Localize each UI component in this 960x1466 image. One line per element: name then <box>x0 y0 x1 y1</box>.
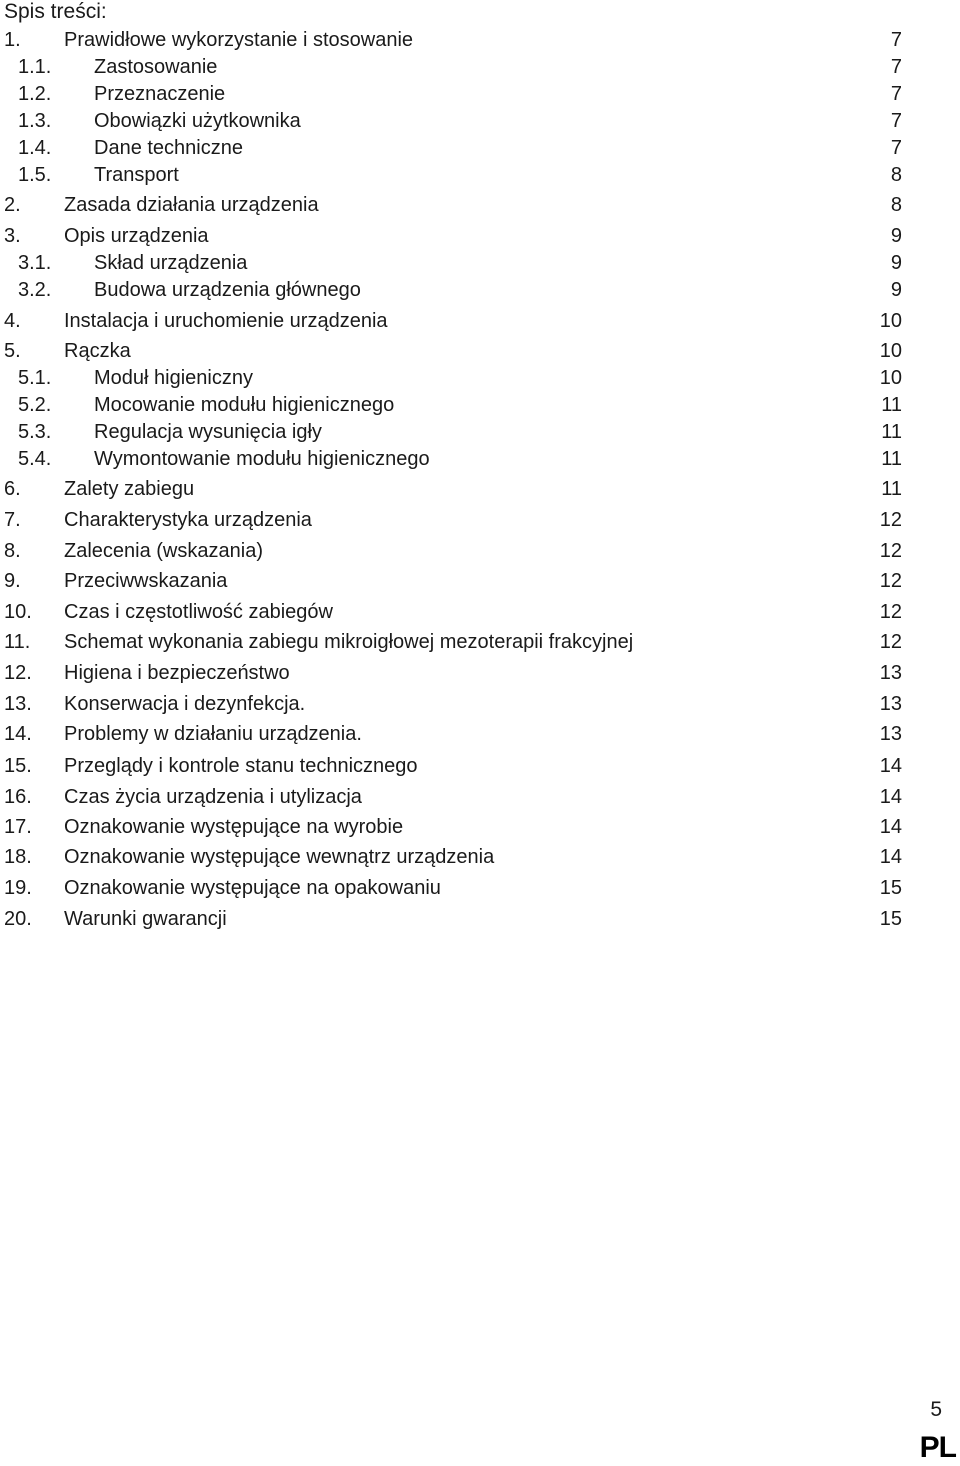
toc-entry-title: Rączka <box>64 340 131 362</box>
toc-entry-title: Czas życia urządzenia i utylizacja <box>64 786 362 808</box>
toc-entry-number: 12. <box>4 662 32 684</box>
toc-entry-page: 12 <box>879 570 902 592</box>
toc-entry-page: 7 <box>890 137 902 159</box>
toc-entry-page: 7 <box>890 110 902 132</box>
toc-entry-number: 13. <box>4 693 32 715</box>
toc-entry-title: Opis urządzenia <box>64 225 209 247</box>
toc-entry-page: 12 <box>879 631 902 653</box>
toc-entry-number: 8. <box>4 540 21 562</box>
toc-entry <box>0 690 960 718</box>
toc-entry-title: Oznakowanie występujące na opakowaniu <box>64 877 441 899</box>
toc-entry-title: Mocowanie modułu higienicznego <box>94 394 395 416</box>
toc-entry-page: 15 <box>879 908 902 930</box>
toc-entry <box>0 843 960 871</box>
toc-entry-number: 7. <box>4 509 21 531</box>
toc-entry <box>0 783 960 811</box>
toc-entry-page: 9 <box>890 252 902 274</box>
toc-entry-number: 3.1. <box>18 252 52 274</box>
toc-entry-number: 11. <box>4 631 31 653</box>
toc-entry <box>0 53 960 81</box>
toc-entry-number: 1.1. <box>18 56 52 78</box>
toc-entry <box>0 391 960 419</box>
toc-entry <box>0 222 960 250</box>
toc-entry <box>0 134 960 162</box>
toc-entry-number: 9. <box>4 570 21 592</box>
toc-entry-page: 12 <box>879 601 902 623</box>
toc-entry <box>0 107 960 135</box>
toc-entry <box>0 598 960 626</box>
toc-entry-title: Prawidłowe wykorzystanie i stosowanie <box>64 29 414 51</box>
toc-entry-number: 3. <box>4 225 21 247</box>
toc-entry-page: 11 <box>881 478 902 500</box>
toc-entry <box>0 307 960 335</box>
toc-entry-title: Zalecenia (wskazania) <box>64 540 263 562</box>
toc-entry-page: 11 <box>881 448 902 470</box>
toc-entry-number: 16. <box>4 786 32 808</box>
toc-entry-number: 1.3. <box>18 110 52 132</box>
toc-entry-title: Zalety zabiegu <box>64 478 195 500</box>
toc-entry-number: 15. <box>4 755 32 777</box>
toc-entry-title: Obowiązki użytkownika <box>94 110 301 132</box>
toc-entry-title: Schemat wykonania zabiegu mikroigłowej mezoterapii frakcyjnej <box>64 631 634 653</box>
toc-entry-title: Przeglądy i kontrole stanu technicznego <box>64 755 418 777</box>
toc-entry-number: 1.5. <box>18 164 52 186</box>
toc-entry-number: 3.2. <box>18 279 52 301</box>
toc-entry-title: Zastosowanie <box>94 56 218 78</box>
toc-entry <box>0 161 960 189</box>
toc-entry-number: 4. <box>4 310 21 332</box>
toc-entry-title: Zasada działania urządzenia <box>64 194 319 216</box>
toc-entry <box>0 659 960 687</box>
toc-entry-page: 13 <box>879 693 902 715</box>
toc-title: Spis treści: <box>4 0 107 23</box>
toc-entry-title: Przeciwwskazania <box>64 570 228 592</box>
toc-entry-page: 15 <box>879 877 902 899</box>
toc-entry-title: Warunki gwarancji <box>64 908 227 930</box>
toc-entry-number: 10. <box>4 601 32 623</box>
toc-entry-page: 9 <box>890 279 902 301</box>
toc-entry-title: Oznakowanie występujące na wyrobie <box>64 816 404 838</box>
toc-entry-number: 5.2. <box>18 394 52 416</box>
toc-entry-number: 18. <box>4 846 32 868</box>
toc-entry-title: Higiena i bezpieczeństwo <box>64 662 290 684</box>
toc-entry-number: 1. <box>4 29 21 51</box>
toc-entry-number: 2. <box>4 194 21 216</box>
toc-entry <box>0 752 960 780</box>
language-mark: PL <box>919 1431 956 1464</box>
toc-entry-page: 14 <box>879 786 902 808</box>
toc-entry <box>0 537 960 565</box>
toc-entry <box>0 364 960 392</box>
toc-entry-page: 10 <box>879 367 902 389</box>
toc-entry <box>0 628 960 656</box>
toc-entry-title: Problemy w działaniu urządzenia. <box>64 723 362 745</box>
toc-entry-number: 14. <box>4 723 32 745</box>
toc-entry-number: 5.4. <box>18 448 52 470</box>
toc-entry-page: 9 <box>890 225 902 247</box>
toc-entry-title: Wymontowanie modułu higienicznego <box>94 448 430 470</box>
toc-entry <box>0 874 960 902</box>
toc-entry-title: Charakterystyka urządzenia <box>64 509 312 531</box>
toc-entry-title: Czas i częstotliwość zabiegów <box>64 601 333 623</box>
toc-entry-page: 10 <box>879 340 902 362</box>
page-number: 5 <box>930 1398 942 1421</box>
toc-entry-page: 11 <box>881 394 902 416</box>
toc-entry-title: Budowa urządzenia głównego <box>94 279 361 301</box>
toc-entry <box>0 26 960 54</box>
toc-entry <box>0 720 960 748</box>
toc-entry-title: Instalacja i uruchomienie urządzenia <box>64 310 388 332</box>
toc-entry <box>0 813 960 841</box>
toc-entry-page: 7 <box>890 56 902 78</box>
toc-entry-number: 5.3. <box>18 421 52 443</box>
toc-entry-page: 14 <box>879 755 902 777</box>
toc-entry-page: 7 <box>890 83 902 105</box>
toc-entry-number: 5.1. <box>18 367 52 389</box>
toc-entry-title: Moduł higieniczny <box>94 367 253 389</box>
toc-entry-number: 6. <box>4 478 21 500</box>
toc-entry-title: Skład urządzenia <box>94 252 248 274</box>
toc-entry-page: 10 <box>879 310 902 332</box>
toc-entry-page: 8 <box>890 194 902 216</box>
toc-entry-number: 1.2. <box>18 83 52 105</box>
toc-entry-page: 12 <box>879 540 902 562</box>
toc-entry <box>0 905 960 933</box>
toc-entry-number: 1.4. <box>18 137 52 159</box>
toc-entry-title: Konserwacja i dezynfekcja. <box>64 693 306 715</box>
toc-entry <box>0 418 960 446</box>
toc-entry-page: 14 <box>879 846 902 868</box>
toc-entry <box>0 445 960 473</box>
toc-entry <box>0 475 960 503</box>
toc-entry-title: Dane techniczne <box>94 137 243 159</box>
toc-entry <box>0 276 960 304</box>
toc-entry <box>0 249 960 277</box>
toc-entry-number: 5. <box>4 340 21 362</box>
toc-entry <box>0 80 960 108</box>
toc-entry-number: 17. <box>4 816 32 838</box>
toc-entry-page: 14 <box>879 816 902 838</box>
toc-entry-page: 13 <box>879 723 902 745</box>
toc-entry-page: 13 <box>879 662 902 684</box>
toc-entry-page: 7 <box>890 29 902 51</box>
toc-entry-number: 19. <box>4 877 32 899</box>
toc-entry <box>0 337 960 365</box>
toc-entry-page: 8 <box>890 164 902 186</box>
toc-entry-title: Przeznaczenie <box>94 83 226 105</box>
toc-entry <box>0 506 960 534</box>
toc-entry-page: 12 <box>879 509 902 531</box>
toc-entry <box>0 567 960 595</box>
toc-entry-page: 11 <box>881 421 902 443</box>
toc-entry-title: Regulacja wysunięcia igły <box>94 421 322 443</box>
toc-entry <box>0 191 960 219</box>
toc-entry-number: 20. <box>4 908 32 930</box>
toc-entry-title: Oznakowanie występujące wewnątrz urządzenia <box>64 846 495 868</box>
toc-entry-title: Transport <box>94 164 179 186</box>
